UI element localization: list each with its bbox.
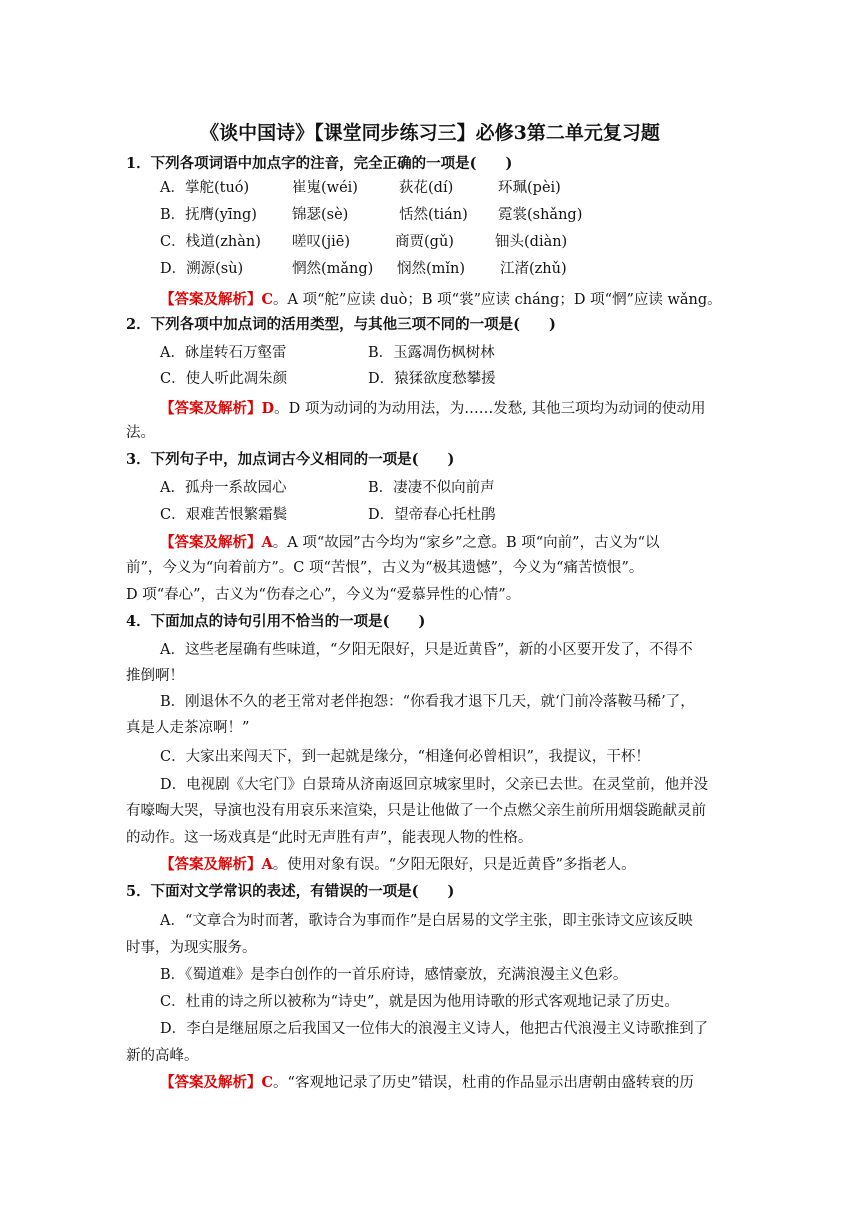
q1-row1-col4: 环珮(pèi) (498, 180, 561, 196)
question-1-stem: 1．下列各项词语中加点字的注音，完全正确的一项是( ) (126, 155, 513, 172)
q4-option-a: A．这些老屋确有些味道，“夕阳无限好，只是近黄昏”，新的小区要开发了，不得不 (160, 642, 693, 658)
q1-row2-col2: 锦瑟(sè) (292, 207, 349, 223)
q1-answer (160, 288, 768, 312)
q1-row3-col1: C．栈道(zhàn) (160, 234, 261, 250)
q5-option-c: C．杜甫的诗之所以被称为“诗史”，就是因为他用诗歌的形式客观地记录了历史。 (160, 994, 679, 1010)
q4-option-d: D．电视剧《大宅门》白景琦从济南返回京城家里时，父亲已去世。在灵堂前，他并没 (160, 777, 709, 793)
q2-option-b: B．玉露凋伤枫树林 (368, 345, 495, 361)
q5-answer (160, 1071, 768, 1095)
q2-option-d: D．猿猱欲度愁攀援 (368, 371, 496, 387)
q1-row3-col4: 钿头(diàn) (495, 234, 568, 250)
q1-row4-col1: D．溯源(sù) (160, 261, 244, 277)
q4-option-b: B．刚退休不久的老王常对老伴抱怨：“你看我才退下几天，就‘门前冷落鞍马稀’了， (160, 694, 695, 710)
question-3-stem: 3．下列句子中，加点词古今义相同的一项是( ) (126, 451, 455, 468)
q1-row2-col4: 霓裳(shǎng) (498, 207, 583, 223)
q3-option-b: B．凄凄不似向前声 (368, 480, 495, 496)
q1-row2-col1: B．抚膺(yīng) (160, 207, 257, 223)
question-2-stem: 2．下列各项中加点词的活用类型，与其他三项不同的一项是( ) (126, 316, 556, 333)
question-4-stem: 4．下面加点的诗句引用不恰当的一项是( ) (126, 613, 426, 630)
q1-row4-col2: 惘然(mǎng) (292, 261, 374, 277)
q4-option-c: C．大家出来闯天下，到一起就是缘分，“相逢何必曾相识”，我提议，干杯！ (160, 749, 650, 765)
q5-option-d-cont: 新的高峰。 (126, 1048, 199, 1064)
q1-row3-col2: 嗟叹(jiē) (292, 234, 351, 250)
answer-text: 。A 项“舵”应读 duò；B 项“裳”应读 cháng；D 项“惘”应读 wǎng。 (273, 292, 722, 308)
q1-row3-col3: 商贾(gǔ) (395, 234, 454, 250)
answer-letter: A (261, 856, 273, 873)
q1-row4-col3: 悯然(mǐn) (397, 261, 466, 277)
q2-answer (160, 397, 768, 421)
q1-row1-col2: 崔嵬(wéi) (292, 180, 358, 196)
q4-option-d-cont1: 有嚎啕大哭，导演也没有用哀乐来渲染，只是让他做了一个点燃父亲生前所用烟袋跪献灵前 (126, 803, 706, 819)
q1-row1-col1: A．掌舵(tuó) (160, 180, 250, 196)
answer-tag: 【答案及解析】 (160, 534, 262, 551)
answer-letter: A (261, 534, 273, 551)
q1-row4-col4: 江渚(zhǔ) (500, 261, 567, 277)
q3-answer (160, 531, 768, 555)
q3-option-a: A．孤舟一系故园心 (160, 480, 287, 496)
q3-answer-line2: 前”，今义为“向着前方”。C 项“苦恨”，古义为“极其遗憾”，今义为“痛苦愤恨”。 (126, 560, 644, 576)
q5-option-a-cont: 时事，为现实服务。 (126, 940, 257, 956)
answer-text: 。“客观地记录了历史”错误，杜甫的作品显示出唐朝由盛转衰的历 (273, 1075, 694, 1091)
answer-tag: 【答案及解析】 (160, 400, 262, 417)
q4-option-a-cont: 推倒啊！ (126, 668, 184, 684)
answer-tag: 【答案及解析】 (160, 291, 262, 308)
answer-tag: 【答案及解析】 (160, 1074, 262, 1091)
q4-option-d-cont2: 的动作。这一场戏真是“此时无声胜有声”，能表现人物的性格。 (126, 830, 533, 846)
q5-option-b: B．《蜀道难》是李白创作的一首乐府诗，感情豪放，充满浪漫主义色彩。 (160, 967, 628, 983)
q4-answer (160, 853, 768, 877)
q2-option-a: A．砯崖转石万壑雷 (160, 345, 287, 361)
answer-text: 。A 项“故园”古今均为“家乡”之意。B 项“向前”，古义为“以 (272, 535, 660, 551)
q5-option-d: D．李白是继屈原之后我国又一位伟大的浪漫主义诗人，他把古代浪漫主义诗歌推到了 (160, 1021, 709, 1037)
page-title: 《谈中国诗》【课堂同步练习三】必修3第二单元复习题 (200, 122, 660, 144)
answer-tag: 【答案及解析】 (160, 856, 262, 873)
q1-row2-col3: 恬然(tián) (399, 207, 468, 223)
q2-answer-cont: 法。 (126, 425, 155, 441)
answer-text: 。D 项为动词的为动用法，为……发愁, 其他三项均为动词的使动用 (274, 401, 706, 417)
q3-option-c: C．艰难苦恨繁霜鬓 (160, 507, 288, 523)
answer-letter: C (261, 1074, 274, 1091)
q3-option-d: D．望帝春心托杜鹃 (368, 507, 496, 523)
q5-option-a: A．“文章合为时而著，歌诗合为事而作”是白居易的文学主张，即主张诗文应该反映 (160, 913, 693, 929)
answer-letter: C (261, 291, 274, 308)
q1-row1-col3: 荻花(dí) (399, 180, 454, 196)
question-5-stem: 5．下面对文学常识的表述，有错误的一项是( ) (126, 883, 455, 900)
q4-option-b-cont: 真是人走茶凉啊！” (126, 720, 250, 736)
answer-text: 。使用对象有误。“夕阳无限好，只是近黄昏”多指老人。 (272, 857, 636, 873)
answer-letter: D (261, 400, 275, 417)
q2-option-c: C．使人听此凋朱颜 (160, 371, 288, 387)
q3-answer-line3: D 项“春心”，古义为“伤春之心”，今义为“爱慕异性的心情”。 (126, 587, 521, 603)
